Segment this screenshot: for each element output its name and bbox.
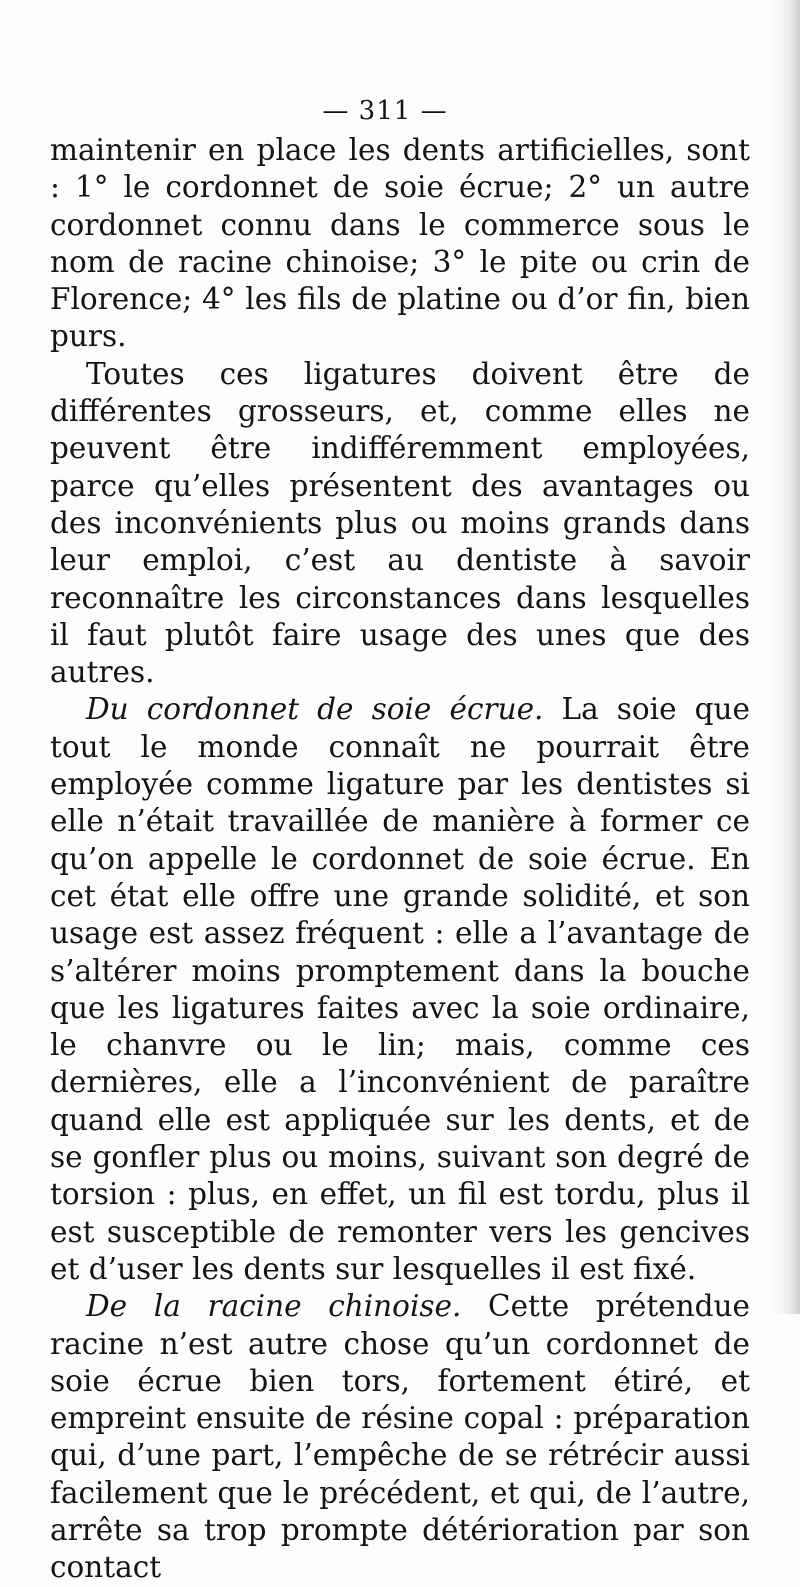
page-number: — 311 — bbox=[322, 96, 448, 126]
paragraph-2-text: Toutes ces ligatures doivent être de différentes grosseurs, et, comme elles ne peuvent être indifféremment employées, parce qu’elles présentent des avantages ou des inconvénients plus ou moins grands dans leur emploi, c’est au dentiste à savoir reconnaître les circonstances dans lesquelles il faut plutôt faire usage des unes que des autres. bbox=[50, 356, 750, 690]
paragraph-4-lead: De la racine chinoise. bbox=[86, 1289, 462, 1324]
paragraph-1 bbox=[50, 132, 750, 356]
paragraph-3-text: La soie que tout le monde connaît ne pourrait être employée comme ligature par les dentistes si elle n’était travaillée de manière à former ce qu’on appelle le cordonnet de soie écrue. En cet état elle offre une grande solidité, et son usage est assez fréquent : elle a l’avantage de s’altérer moins promptement dans la bouche que les ligatures faites avec la soie ordinaire, le chanvre ou le lin; mais, comme ces dernières, elle a l’inconvénient de paraître quand elle est appliquée sur les dents, et de se gonfler plus ou moins, suivant son degré de torsion : plus, en effet, un fil est tordu, plus il est susceptible de remonter vers les gencives et d’user les dents sur lesquelles il est fixé. bbox=[50, 692, 750, 1286]
paragraph-3-lead: Du cordonnet de soie écrue. bbox=[86, 692, 544, 727]
paragraph-3 bbox=[50, 691, 750, 1288]
paragraph-4 bbox=[50, 1288, 750, 1586]
page-edge-shadow bbox=[770, 0, 800, 1314]
paragraph-1-text: maintenir en place les dents artificielles, sont : 1° le cordonnet de soie écrue; 2° un autre cordonnet connu dans le commerce sous le nom de racine chinoise; 3° le pite ou crin de Florence; 4° les fils de platine ou d’or fin, bien purs. bbox=[50, 133, 750, 354]
paragraph-2 bbox=[50, 356, 750, 692]
text-block bbox=[50, 132, 750, 1587]
paragraph-4-text: Cette prétendue racine n’est autre chose qu’un cordonnet de soie écrue bien tors, fortement étiré, et empreint ensuite de résine copal : préparation qui, d’une part, l’empêche de se rétrécir aussi facilement que le précédent, et qui, de l’autre, arrête sa trop prompte détérioration par son contact bbox=[50, 1289, 750, 1585]
